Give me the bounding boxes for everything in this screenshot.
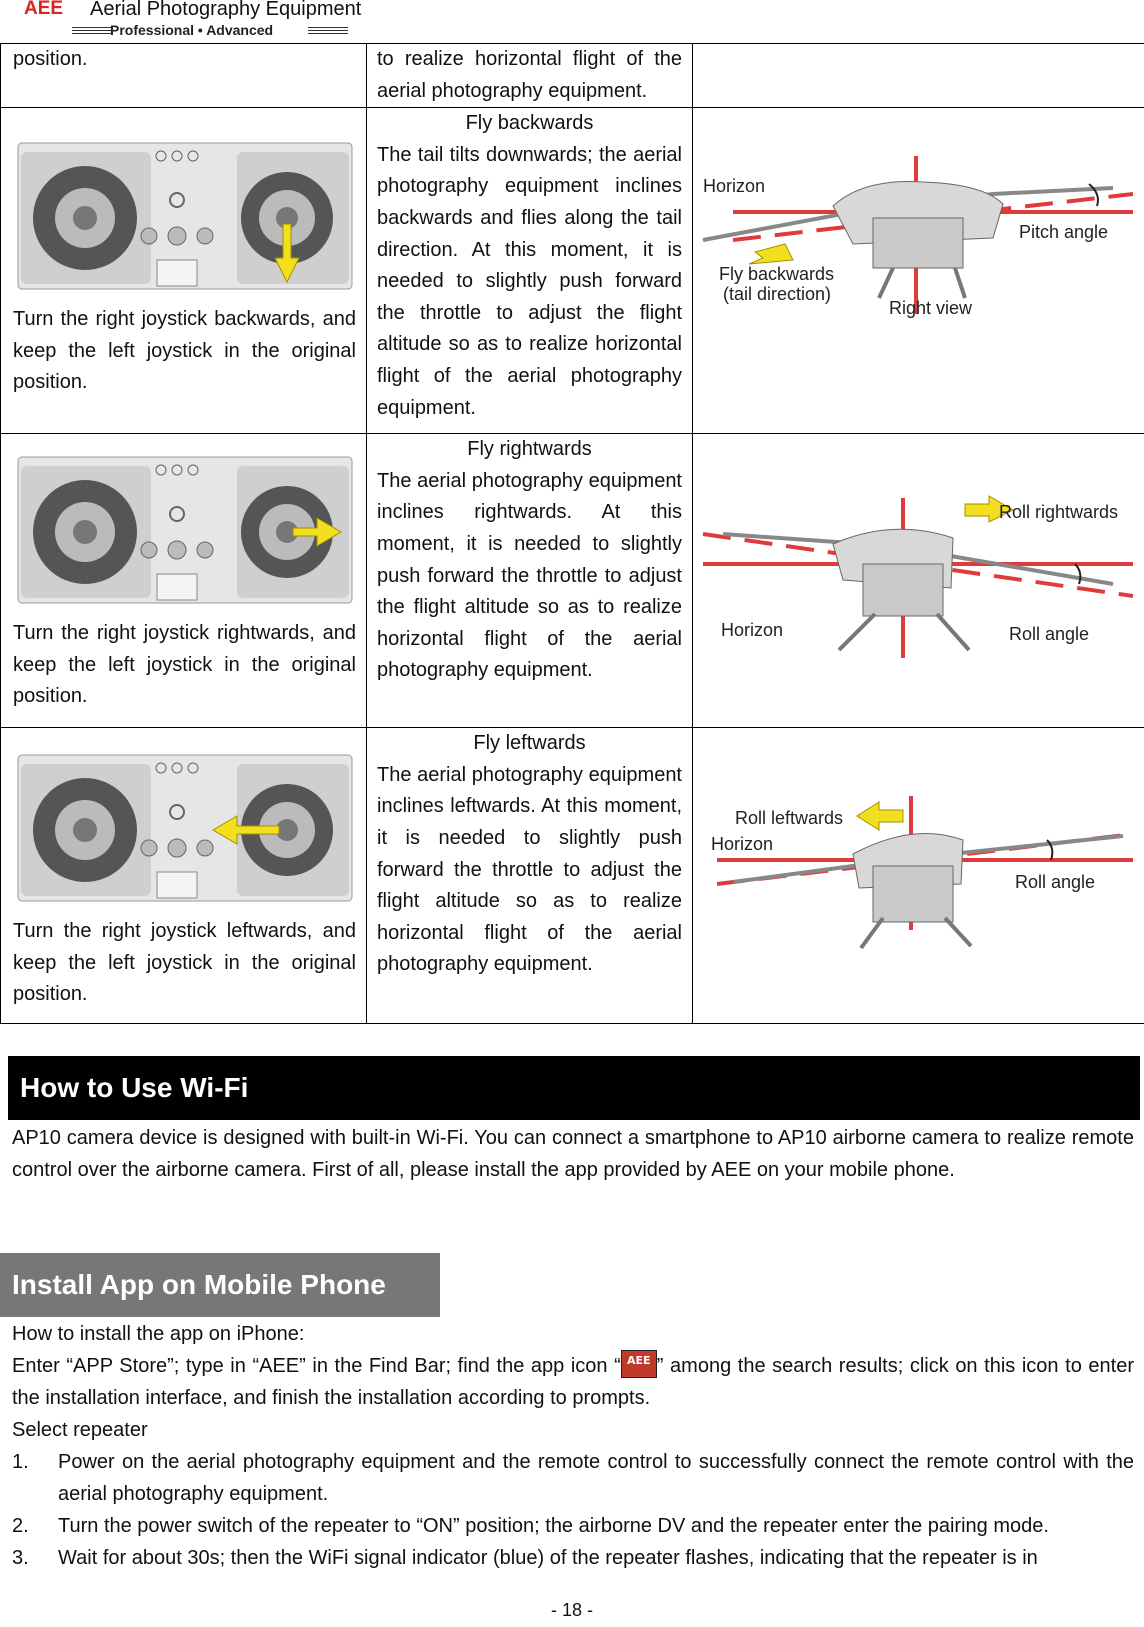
direction-heading: Fly backwards — [465, 112, 594, 135]
step-number: 3. — [12, 1547, 29, 1569]
step-number: 1. — [12, 1451, 29, 1473]
install-line-iphone: How to install the app on iPhone: — [12, 1323, 305, 1345]
horizon-label: Horizon — [703, 176, 766, 197]
description-cell — [367, 44, 693, 108]
description-cell — [367, 434, 693, 728]
direction-heading: Fly rightwards — [467, 438, 592, 461]
header-rule-left — [72, 27, 112, 37]
drone-roll-right-diagram — [693, 488, 1143, 688]
description-text: The aerial photography equipment inclines leftwards. At this moment, it is needed to slightly push forward the throttle to adjust the flight altitude so as to realize horizontal flight of the aerial photography equipment. — [377, 763, 682, 976]
instruction-text: Turn the right joystick leftwards, and keep the left joystick in the original position. — [13, 920, 356, 1006]
pitch-angle-label: Pitch angle — [1019, 222, 1109, 243]
arrow-left-icon — [857, 802, 903, 830]
step-text: Turn the power switch of the repeater to “ON” position; the airborne DV and the repeater enter the pairing mode. — [58, 1515, 1049, 1537]
tail-direction-label: (tail direction) — [723, 284, 832, 305]
page-number: - 18 - — [550, 1600, 593, 1620]
drone-roll-left-diagram — [693, 788, 1143, 958]
step-text: Wait for about 30s; then the WiFi signal indicator (blue) of the repeater flashes, indicating that the repeater is in — [58, 1547, 1038, 1569]
horizon-label: Horizon — [721, 620, 784, 641]
right-view-label: Right view — [889, 298, 973, 319]
app-icon-label: AEE — [627, 1354, 651, 1367]
table-row — [1, 728, 1144, 1024]
header-tagline: Professional • Advanced — [110, 22, 274, 38]
horizon-label: Horizon — [711, 834, 774, 855]
arrow-left-icon — [749, 244, 793, 264]
header-title: Aerial Photography Equipment — [90, 0, 362, 20]
roll-angle-label: Roll angle — [1009, 624, 1090, 645]
header-rule-right — [308, 27, 348, 37]
instruction-cell — [1, 434, 367, 728]
fly-backwards-label: Fly backwards — [719, 264, 835, 285]
roll-leftwards-label: Roll leftwards — [735, 808, 844, 829]
flight-control-table — [0, 43, 1144, 1024]
remote-control-image — [17, 142, 353, 290]
section-heading-wifi: How to Use Wi-Fi — [8, 1056, 1140, 1120]
remote-control-image — [17, 456, 353, 604]
page-header — [12, 0, 392, 42]
instruction-text: Turn the right joystick rightwards, and keep the left joystick in the original position. — [13, 622, 356, 708]
instruction-cell — [1, 44, 367, 108]
roll-angle-label: Roll angle — [1015, 872, 1096, 893]
aee-app-icon — [621, 1350, 657, 1378]
diagram-cell — [693, 108, 1144, 434]
instruction-cell — [1, 108, 367, 434]
drone-right-view-diagram — [693, 148, 1143, 328]
wifi-intro-paragraph: AP10 camera device is designed with built-in Wi-Fi. You can connect a smartphone to AP10 airborne camera to realize remote control over the airborne camera. First of all, please install the app provided by AEE on your mobile phone. — [12, 1127, 1134, 1181]
table-row — [1, 44, 1144, 108]
table-row — [1, 108, 1144, 434]
description-cell — [367, 728, 693, 1024]
remote-control-image — [17, 754, 353, 902]
roll-rightwards-label: Roll rightwards — [999, 502, 1119, 523]
step-text: Power on the aerial photography equipment and the remote control to successfully connect the remote control with the aerial photography equipment. — [58, 1451, 1134, 1505]
list-item — [12, 1542, 1134, 1574]
section-heading-install-app: Install App on Mobile Phone — [0, 1253, 440, 1317]
install-text-part1: Enter “APP Store”; type in “AEE” in the Find Bar; find the app icon “ — [12, 1355, 621, 1377]
list-item — [12, 1510, 1134, 1542]
brand-logo: AEE — [24, 0, 64, 19]
description-text: to realize horizontal flight of the aerial photography equipment. — [377, 48, 682, 102]
diagram-cell — [693, 434, 1144, 728]
description-text: The tail tilts downwards; the aerial photography equipment inclines backwards and flies along the tail direction. At this moment, it is needed to slightly push forward the throttle to adjust the flight altitude so as to realize horizontal flight of the aerial photography equipment. — [377, 143, 682, 419]
description-cell — [367, 108, 693, 434]
diagram-cell — [693, 728, 1144, 1024]
diagram-cell — [693, 44, 1144, 108]
list-item — [12, 1446, 1134, 1510]
step-number: 2. — [12, 1515, 29, 1537]
description-text: The aerial photography equipment inclines rightwards. At this moment, it is needed to slightly push forward the throttle to adjust the flight altitude so as to realize horizontal flight of the aerial photography equipment. — [377, 469, 682, 682]
select-repeater-label: Select repeater — [12, 1419, 148, 1441]
install-instructions — [12, 1350, 1134, 1414]
instruction-text: position. — [13, 48, 88, 70]
instruction-text: Turn the right joystick backwards, and keep the left joystick in the original position. — [13, 308, 356, 394]
direction-heading: Fly leftwards — [473, 732, 586, 755]
table-row — [1, 434, 1144, 728]
install-text-part2: ” among the search results; click on this icon to enter the installation interface, and finish the installation according to prompts. — [12, 1355, 1134, 1409]
instruction-cell — [1, 728, 367, 1024]
